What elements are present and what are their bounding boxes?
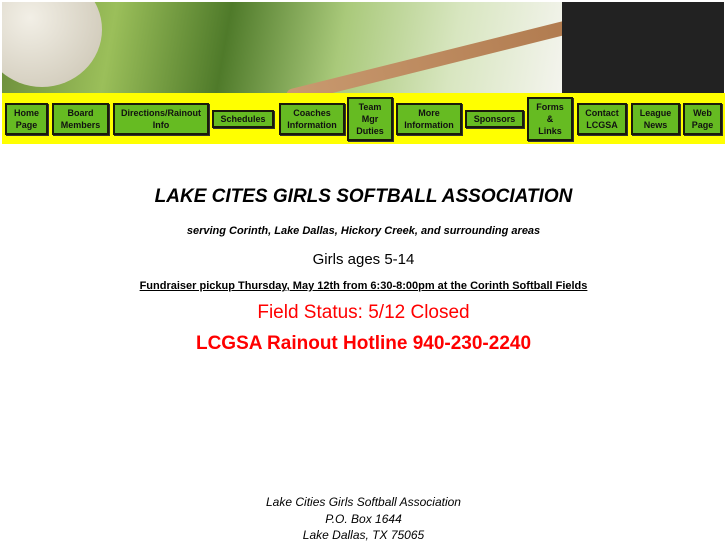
nav-sponsors[interactable]: Sponsors	[465, 110, 524, 128]
ages-text: Girls ages 5-14	[312, 251, 415, 268]
subtitle: serving Corinth, Lake Dallas, Hickory Creek, and surrounding areas	[186, 225, 541, 237]
nav-forms-links[interactable]: Forms & Links	[527, 97, 573, 141]
banner-image	[2, 2, 562, 93]
nav-bar	[2, 93, 725, 144]
fundraiser-notice: Fundraiser pickup Thursday, May 12th from 6:30-8:00pm at the Corinth Softball Fields	[139, 280, 588, 292]
nav-contact[interactable]: Contact LCGSA	[577, 103, 627, 135]
nav-coaches[interactable]: Coaches Information	[279, 103, 345, 135]
nav-web-page[interactable]: Web Page	[683, 103, 722, 135]
nav-more-info[interactable]: More Information	[396, 103, 462, 135]
nav-team-mgr[interactable]: Team Mgr Duties	[347, 97, 393, 141]
nav-board-members[interactable]: Board Members	[52, 103, 109, 135]
footer-po-box: P.O. Box 1644	[325, 512, 402, 526]
banner-dark-panel	[562, 2, 724, 93]
rainout-hotline: LCGSA Rainout Hotline 940-230-2240	[195, 333, 532, 354]
softball-image	[2, 2, 102, 87]
field-status: Field Status: 5/12 Closed	[257, 302, 470, 323]
nav-home[interactable]: Home Page	[5, 103, 48, 135]
nav-schedules[interactable]: Schedules	[212, 110, 274, 128]
nav-league-news[interactable]: League News	[631, 103, 680, 135]
bat-image	[285, 18, 562, 93]
footer-city: Lake Dallas, TX 75065	[302, 528, 425, 542]
footer-org: Lake Cities Girls Softball Association	[266, 495, 461, 509]
nav-directions[interactable]: Directions/Rainout Info	[113, 103, 209, 135]
page-title: LAKE CITES GIRLS SOFTBALL ASSOCIATION	[154, 186, 573, 207]
